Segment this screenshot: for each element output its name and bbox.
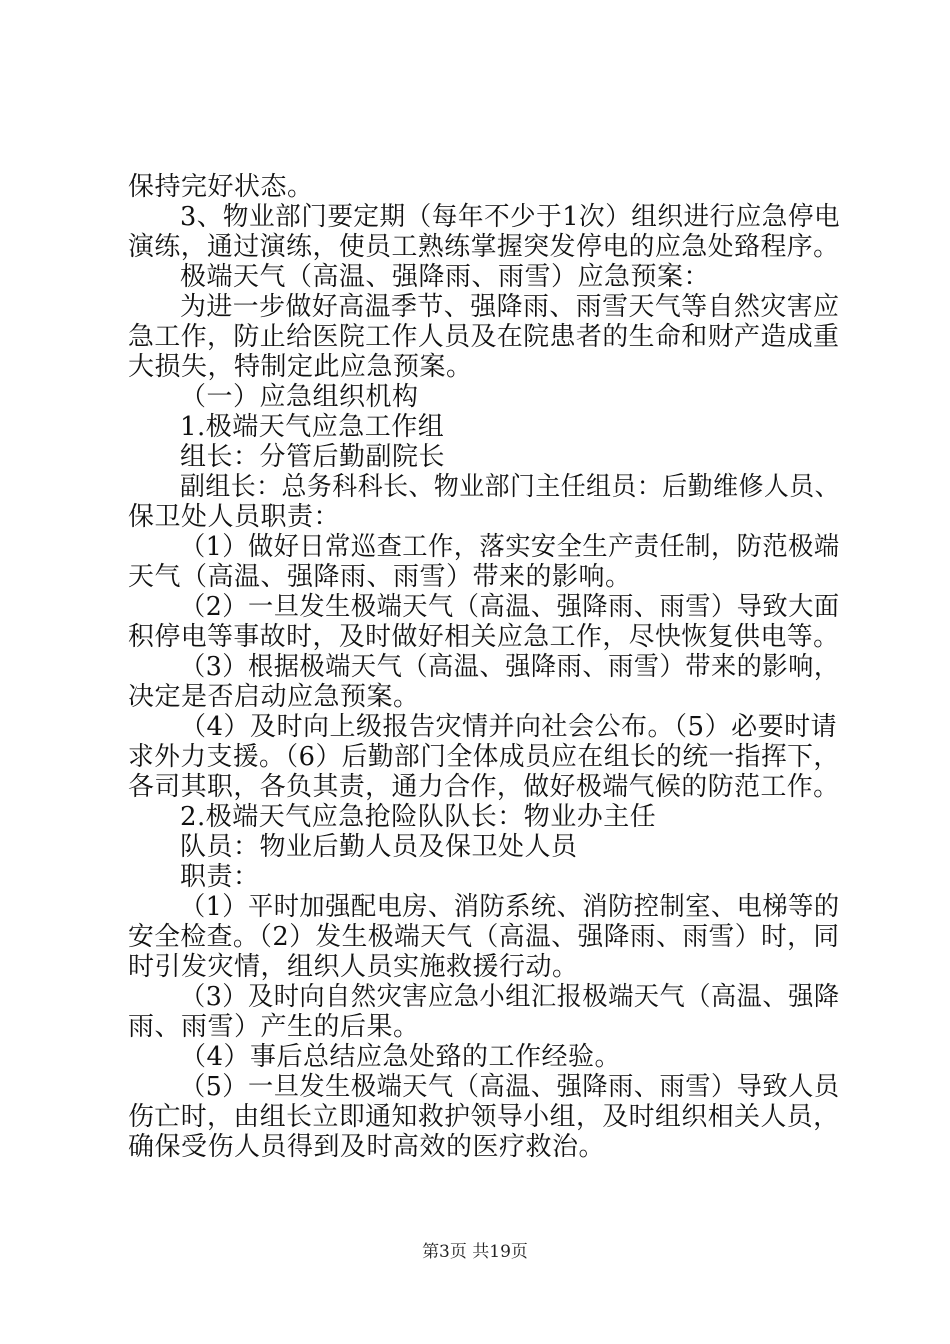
text-line: （4）事后总结应急处臵的工作经验。	[180, 1042, 622, 1072]
text-line: 确保受伤人员得到及时高效的医疗救治。	[128, 1132, 606, 1162]
text-line: 急工作，防止给医院工作人员及在院患者的生命和财产造成重	[128, 322, 840, 352]
text-line: （3）及时向自然灾害应急小组汇报极端天气（高温、强降	[180, 982, 840, 1012]
text-line: 组长：分管后勤副院长	[180, 442, 446, 472]
text-line: （2）一旦发生极端天气（高温、强降雨、雨雪）导致大面	[180, 592, 840, 622]
text-line: （3）根据极端天气（高温、强降雨、雨雪）带来的影响，	[180, 652, 840, 682]
page-footer	[0, 1240, 950, 1264]
text-line: 安全检查。（2）发生极端天气（高温、强降雨、雨雪）时，同	[128, 922, 840, 952]
text-line: 伤亡时，由组长立即通知救护领导小组，及时组织相关人员，	[128, 1102, 840, 1132]
text-line: 时引发灾情，组织人员实施救援行动。	[128, 952, 579, 982]
text-line: 副组长：总务科科长、物业部门主任组员：后勤维修人员、	[180, 472, 841, 502]
text-line: 决定是否启动应急预案。	[128, 682, 420, 712]
text-line: 保持完好状态。	[128, 172, 314, 202]
section-heading: 极端天气（高温、强降雨、雨雪）应急预案：	[180, 262, 711, 292]
text-line: 队员：物业后勤人员及保卫处人员	[180, 832, 578, 862]
text-line: （5）一旦发生极端天气（高温、强降雨、雨雪）导致人员	[180, 1072, 840, 1102]
section-heading: （一）应急组织机构	[180, 382, 419, 412]
subsection-heading: 1.极端天气应急工作组	[180, 412, 445, 442]
text-line: 演练，通过演练，使员工熟练掌握突发停电的应急处臵程序。	[128, 232, 840, 262]
text-line: （4）及时向上级报告灾情并向社会公布。（5）必要时请	[180, 712, 838, 742]
text-line: 积停电等事故时，及时做好相关应急工作，尽快恢复供电等。	[128, 622, 840, 652]
text-line: 为进一步做好高温季节、强降雨、雨雪天气等自然灾害应	[180, 292, 840, 322]
text-line: 职责：	[180, 862, 260, 892]
text-line: 3、物业部门要定期（每年不少于1次）组织进行应急停电	[180, 202, 841, 232]
page-number-label: 第3页 共19页	[422, 1242, 528, 1262]
text-line: 保卫处人员职责：	[128, 502, 341, 532]
text-line: （1）平时加强配电房、消防系统、消防控制室、电梯等的	[180, 892, 840, 922]
text-line: 雨、雨雪）产生的后果。	[128, 1012, 420, 1042]
subsection-heading: 2.极端天气应急抢险队队长：物业办主任	[180, 802, 657, 832]
text-line: 天气（高温、强降雨、雨雪）带来的影响。	[128, 562, 632, 592]
text-line: （1）做好日常巡查工作，落实安全生产责任制，防范极端	[180, 532, 840, 562]
text-line: 求外力支援。（6）后勤部门全体成员应在组长的统一指挥下，	[128, 742, 840, 772]
text-line: 各司其职，各负其责，通力合作，做好极端气候的防范工作。	[128, 772, 840, 802]
text-line: 大损失，特制定此应急预案。	[128, 352, 473, 382]
